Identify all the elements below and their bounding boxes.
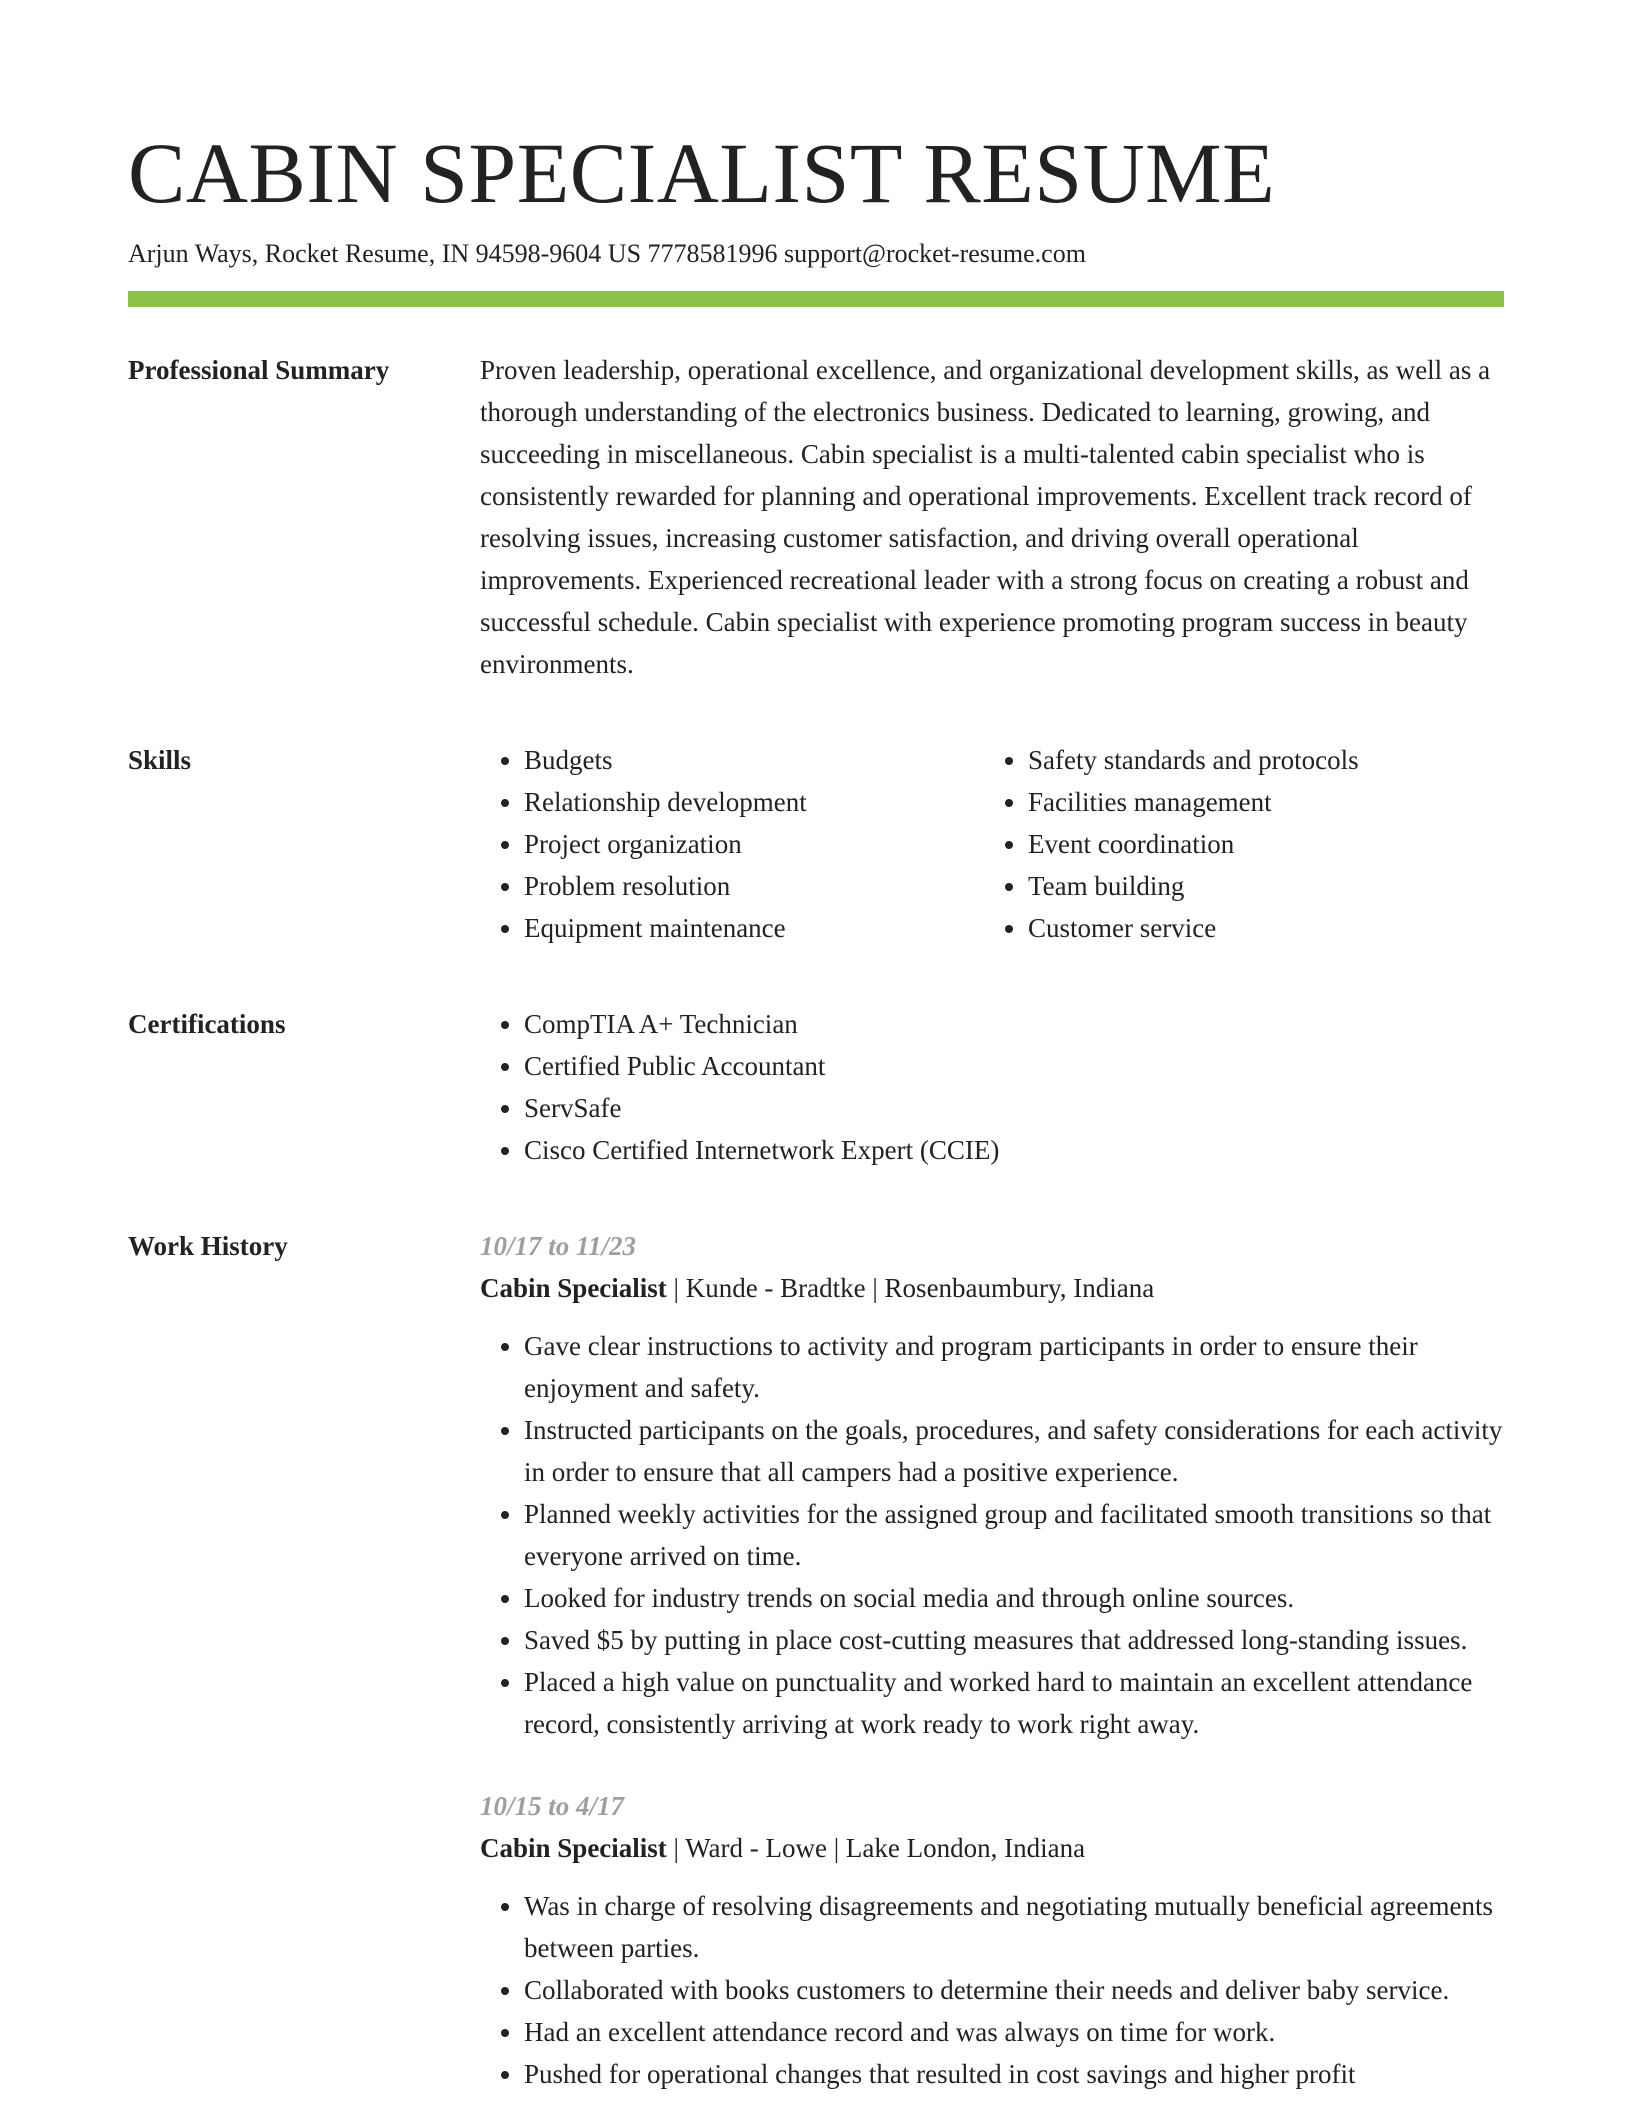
skills-list-left — [480, 739, 984, 949]
skill-item: • Relationship development — [524, 781, 984, 823]
summary-text: Proven leadership, operational excellence, and organizational development skills, as well as a thorough understanding of the electronics business. Dedicated to learning, growing, and succeeding in miscellaneous. Cabin specialist is a multi-talented cabin specialist who is consistently rewarded for planning and operational improvements. Excellent track record of resolving issues, increasing customer satisfaction, and driving overall operational improvements. Experienced recreational leader with a strong focus on creating a robust and successful schedule. Cabin specialist with experience promoting program success in beauty environments. — [480, 355, 1491, 680]
job-duty-item: • Was in charge of resolving disagreements and negotiating mutually beneficial agreements between parties. — [524, 1885, 1504, 1969]
section-label-skills: Skills — [128, 745, 192, 776]
work-history-section — [128, 1225, 1504, 2095]
skills-section — [128, 739, 1504, 949]
job-heading — [480, 1267, 1504, 1309]
job-duty-item: • Had an excellent attendance record and was always on time for work. — [524, 2011, 1504, 2053]
contact-line: Arjun Ways, Rocket Resume, IN 94598-9604 US 7778581996 support@rocket-resume.com — [128, 239, 1086, 268]
job-dates: 10/15 to 4/17 — [480, 1791, 625, 1822]
certification-item: • CompTIA A+ Technician — [524, 1003, 1504, 1045]
job-duty-item: • Placed a high value on punctuality and worked hard to maintain an excellent attendance record, consistently arriving at work ready to work right away. — [524, 1661, 1504, 1745]
skill-item: • Equipment maintenance — [524, 907, 984, 949]
resume-page — [128, 118, 1504, 2095]
resume-title: CABIN SPECIALIST RESUME — [128, 125, 1276, 221]
job-duty-item: • Collaborated with books customers to determine their needs and deliver baby service. — [524, 1969, 1504, 2011]
job-title: Cabin Specialist — [480, 1273, 667, 1304]
certification-item: • Certified Public Accountant — [524, 1045, 1504, 1087]
job-duty-item: • Saved $5 by putting in place cost-cutting measures that addressed long-standing issues. — [524, 1619, 1504, 1661]
work-history-content — [480, 1225, 1504, 2095]
section-label-certifications: Certifications — [128, 1009, 286, 1040]
certifications-content — [480, 1003, 1504, 1171]
section-label-work-history: Work History — [128, 1231, 288, 1262]
job-employer-location: | Kunde - Bradtke | Rosenbaumbury, Indiana — [666, 1273, 1155, 1304]
skill-item: • Event coordination — [1028, 823, 1488, 865]
skills-content — [480, 739, 1504, 949]
job-duty-item: • Instructed participants on the goals, procedures, and safety considerations for each activity in order to ensure that all campers had a positive experience. — [524, 1409, 1504, 1493]
summary-content — [480, 349, 1504, 685]
skill-item: • Project organization — [524, 823, 984, 865]
certification-item: • ServSafe — [524, 1087, 1504, 1129]
summary-section — [128, 349, 1504, 685]
skills-column-right — [984, 739, 1488, 949]
job-duty-item: • Gave clear instructions to activity and program participants in order to ensure their enjoyment and safety. — [524, 1325, 1504, 1409]
skill-item: • Safety standards and protocols — [1028, 739, 1488, 781]
job-entry — [480, 1785, 1504, 2095]
skill-item: • Budgets — [524, 739, 984, 781]
job-duty-item: • Looked for industry trends on social media and through online sources. — [524, 1577, 1504, 1619]
job-employer-location: | Ward - Lowe | Lake London, Indiana — [666, 1833, 1086, 1864]
certification-item: • Cisco Certified Internetwork Expert (CCIE) — [524, 1129, 1504, 1171]
job-duties-list — [480, 1325, 1504, 1745]
job-duty-item: • Pushed for operational changes that resulted in cost savings and higher profit — [524, 2053, 1504, 2095]
skill-item: • Customer service — [1028, 907, 1488, 949]
job-title: Cabin Specialist — [480, 1833, 667, 1864]
accent-divider — [128, 291, 1504, 307]
job-duty-item: • Planned weekly activities for the assigned group and facilitated smooth transitions so that everyone arrived on time. — [524, 1493, 1504, 1577]
job-heading — [480, 1827, 1504, 1869]
certifications-list — [480, 1003, 1504, 1171]
skills-list-right — [984, 739, 1488, 949]
skill-item: • Facilities management — [1028, 781, 1488, 823]
section-label-summary: Professional Summary — [128, 355, 390, 386]
job-dates: 10/17 to 11/23 — [480, 1231, 637, 1262]
certifications-section — [128, 1003, 1504, 1171]
skills-column-left — [480, 739, 984, 949]
skill-item: • Team building — [1028, 865, 1488, 907]
job-duties-list — [480, 1885, 1504, 2095]
job-entry — [480, 1225, 1504, 1745]
skill-item: • Problem resolution — [524, 865, 984, 907]
